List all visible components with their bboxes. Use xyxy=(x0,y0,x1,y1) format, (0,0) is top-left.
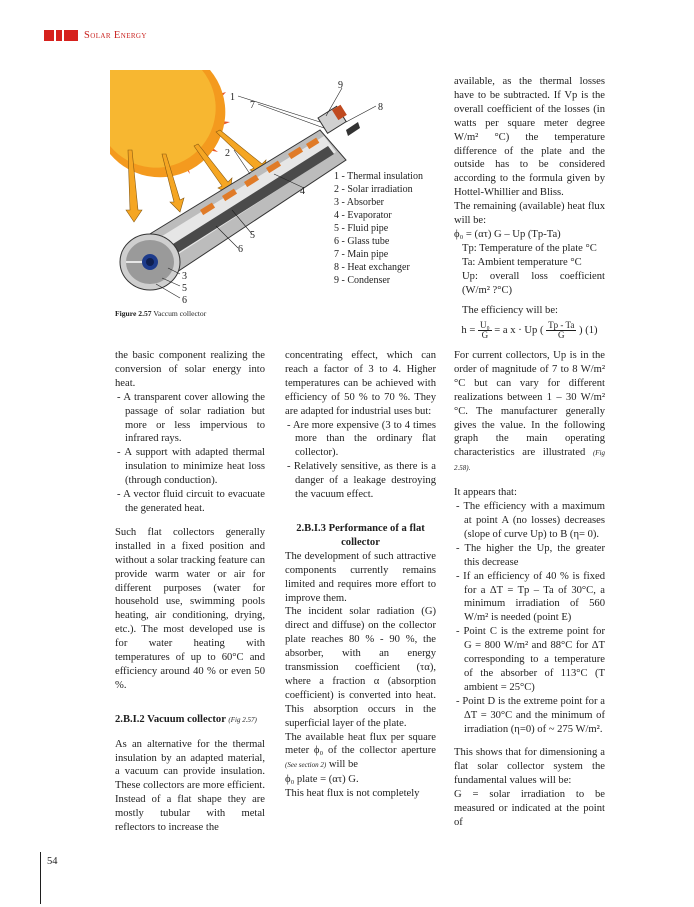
paragraph: This shows that for dimensioning a flat solar collector system the fundamental values will be: xyxy=(454,747,605,787)
callout-2: 2 xyxy=(225,148,230,159)
list-item: - Point C is the extreme point for G = 800 W/m² and 88°C for ΔT corresponding to a temperature of the absorber of 113°C (T ambient = 25°C) xyxy=(456,626,605,693)
paragraph: available, as the thermal losses have to be subtracted. If Vp is the overall coefficient of the losses (in watts per square meter degree W/m² °C) the temperature difference of the plate and the outside has to be considered according to the formula given by Hottel-Whillier and Bliss. xyxy=(454,76,605,199)
callout-6b: 6 xyxy=(238,244,243,255)
callout-5a: 5 xyxy=(182,283,187,294)
paragraph: The development of such attractive components currently remains limited and requires more effort to improve them. xyxy=(285,550,436,604)
paragraph: This heat flux is not completely xyxy=(285,788,420,800)
legend-item: 8 - Heat exchanger xyxy=(334,262,410,273)
callout-6a: 6 xyxy=(182,295,187,306)
callout-7: 7 xyxy=(250,100,255,111)
margin-rule xyxy=(40,852,41,904)
header-logo-blocks xyxy=(44,30,78,41)
callout-9: 9 xyxy=(338,80,343,91)
list-item: - Relatively sensitive, as there is a danger of a leakage destroying the vacuum effect. xyxy=(287,461,436,501)
paragraph: The incident solar radiation (G) direct and diffuse) on the collector plate reaches 80 % - 90 %, the absorber, with an energy transmission coefficient (τα), where a fraction α (absorption coefficient) is converted into heat. This absorption occurs in the superficial layer of the plate. xyxy=(285,606,436,729)
legend-item: 4 - Evaporator xyxy=(334,210,392,221)
paragraph: the basic component realizing the conversion of solar energy into heat. xyxy=(115,350,265,389)
caption-label: Figure 2.57 xyxy=(115,309,152,318)
callout-1: 1 xyxy=(230,92,235,103)
equation: ϕ₀ plate = (ατ) G. xyxy=(285,774,359,786)
section-heading: 2.B.I.3 Performance of a flat collector xyxy=(296,522,425,548)
paragraph: Such flat collectors generally installed in a fixed position and without a solar tracking feature can provide warm water or air for different purposes (water for household use, swimming pools heating, air conditioning, drying, etc.). The most developed use is for water heating with temperatures of up to 60°C and efficiency around 40 % or even 50 %. xyxy=(115,526,265,691)
callout-3: 3 xyxy=(182,271,187,282)
caption-text: Vaccum collector xyxy=(153,309,207,318)
section-title: Solar Energy xyxy=(84,29,147,41)
column-1 xyxy=(115,349,265,835)
paragraph: For current collectors, Up is in the order of magnitude of 7 to 8 W/m² °C but can vary for different realizations between 1 – 30 W/m² °C. The manufacturer generally gives the value. In the following graph the main operating characteristics are illustrated (Fig 2.58). xyxy=(454,350,605,473)
paragraph: The efficiency will be: xyxy=(462,304,558,316)
list-item: - A transparent cover allowing the passage of solar radiation but more or less impervious to infrared rays. xyxy=(117,391,265,445)
page-number: 54 xyxy=(47,856,58,867)
paragraph: The available heat flux per square meter ϕ₀ of the collector aperture (See section 2) will be xyxy=(285,731,436,771)
definition: Up: overall loss coefficient (W/m² ?°C) xyxy=(462,270,605,296)
list-item: - The efficiency with a maximum at point A (no losses) decreases (slope of curve Up) to B (η= 0). xyxy=(456,501,605,540)
legend-item: 2 - Solar irradiation xyxy=(334,184,413,195)
column-2 xyxy=(285,349,436,801)
paragraph: G = solar irradiation to be measured or indicated at the point of xyxy=(454,789,605,828)
column-3-lower xyxy=(454,349,605,830)
fraction: $\frac{Tp - Ta}{G}$ xyxy=(548,320,575,341)
legend-item: 6 - Glass tube xyxy=(334,236,390,247)
efficiency-formula: h = $\frac{\text{U₀}}{G}$ = a x · Up ( $\frac{Tp - Ta}{G}$ ) (1) xyxy=(461,320,598,341)
list-item: - A support with adapted thermal insulation to minimize heat loss (through conduction). xyxy=(117,447,265,487)
callout-8: 8 xyxy=(378,102,383,113)
paragraph: It appears that: xyxy=(454,487,517,499)
legend-item: 9 - Condenser xyxy=(334,275,391,286)
legend-item: 3 - Absorber xyxy=(334,197,384,208)
list-item: - Point D is the extreme point for a ΔT = 30°C and the minimum of irradiation (η=0) of ~ 275 W/m². xyxy=(456,695,605,735)
legend-item: 7 - Main pipe xyxy=(334,249,389,260)
figure-caption xyxy=(115,309,206,318)
list-item: - Are more expensive (3 to 4 times more than the ordinary flat collector). xyxy=(287,419,436,459)
callout-4: 4 xyxy=(300,186,305,197)
list-item: - If an efficiency of 40 % is fixed for a ΔT = Tp – Ta of 30°C, a minimum irradiation of 560 W/m² is needed (point E) xyxy=(456,570,605,624)
sun-icon xyxy=(110,70,230,177)
list-item: - A vector fluid circuit to evacuate the generated heat. xyxy=(117,489,265,514)
fraction: $\frac{\text{U₀}}{G}$ xyxy=(480,320,490,341)
legend-item: 1 - Thermal insulation xyxy=(334,171,423,182)
section-heading: 2.B.I.2 Vacuum collector (Fig 2.57) xyxy=(115,713,257,725)
legend-item: 5 - Fluid pipe xyxy=(334,223,389,234)
paragraph: concentrating effect, which can reach a factor of 3 to 4. Higher temperatures can be achieved with efficiency of 50 % to 70 %. They are adapted for industrial uses but: xyxy=(285,350,436,417)
equation: ϕ₀ = (ατ) G – Up (Tp-Ta) xyxy=(454,228,561,240)
definition: Tp: Temperature of the plate °C xyxy=(462,242,597,254)
running-header xyxy=(44,27,147,43)
figure-legend xyxy=(334,170,423,287)
paragraph: As an alternative for the thermal insulation by an adapted material, a vacuum can provide insulation. These collectors are more efficient. Instead of a flat shape they are mostly tubular with metal reflectors to increase the xyxy=(115,738,265,834)
definition: Ta: Ambient temperature °C xyxy=(462,256,582,268)
list-item: - The higher the Up, the greater this decrease xyxy=(456,542,605,568)
callout-5b: 5 xyxy=(250,230,255,241)
column-3-upper xyxy=(454,75,605,348)
paragraph: The remaining (available) heat flux will be: xyxy=(454,201,605,227)
